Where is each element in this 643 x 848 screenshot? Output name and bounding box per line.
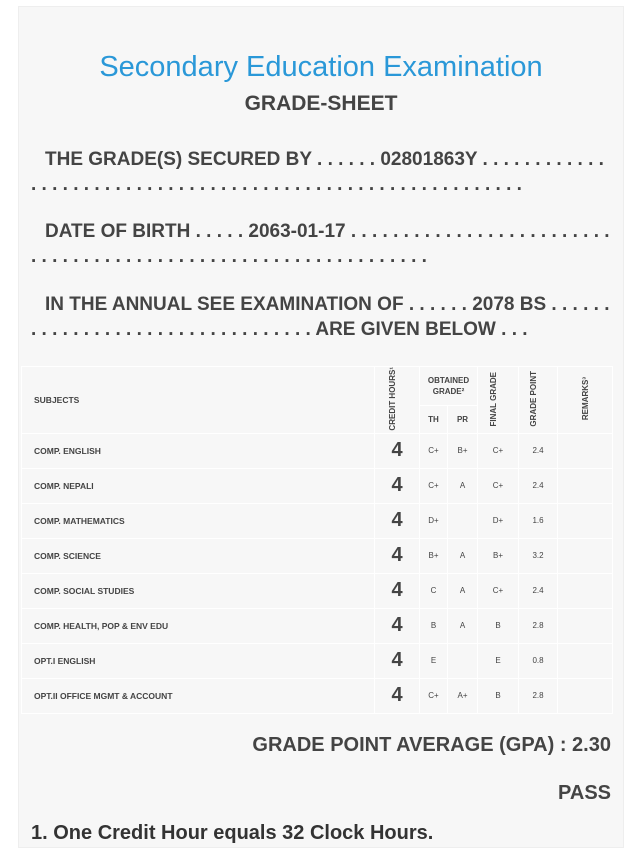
pr-grade-cell: [448, 503, 478, 538]
given-below: ARE GIVEN BELOW . . .: [315, 319, 528, 340]
subject-cell: COMP. NEPALI: [22, 468, 375, 503]
remarks-cell: [558, 538, 613, 573]
subject-cell: COMP. HEALTH, POP & ENV EDU: [22, 608, 375, 643]
subject-cell: COMP. SOCIAL STUDIES: [22, 573, 375, 608]
exam-label: IN THE ANNUAL SEE EXAMINATION OF: [45, 294, 404, 315]
symbol-number: 02801863Y: [380, 149, 478, 170]
page-subtitle: GRADE-SHEET: [244, 92, 398, 115]
subject-cell: OPT.II OFFICE MGMT & ACCOUNT: [22, 678, 375, 713]
header-pr: PR: [448, 406, 478, 434]
grade-point-cell: 2.8: [519, 678, 558, 713]
credit-cell: 4: [375, 573, 420, 608]
th-grade-cell: B+: [420, 538, 448, 573]
remarks-cell: [558, 433, 613, 468]
pr-grade-cell: A: [448, 538, 478, 573]
final-grade-cell: C+: [478, 433, 519, 468]
exam-line: IN THE ANNUAL SEE EXAMINATION OF . . . . . . 2078 BS . . . . . . . . . . . . . . . . . . . . . . . . . . . . . . . . . ARE GIVEN BELOW . . .: [31, 294, 610, 340]
th-grade-cell: C: [420, 573, 448, 608]
pr-grade-cell: [448, 643, 478, 678]
subject-cell: COMP. MATHEMATICS: [22, 503, 375, 538]
final-grade-cell: E: [478, 643, 519, 678]
final-grade-cell: B: [478, 678, 519, 713]
dob-value: 2063-01-17: [248, 221, 346, 242]
secured-by-line: THE GRADE(S) SECURED BY . . . . . . 02801863Y . . . . . . . . . . . . . . . . . . . . . . . . . . . . . . . . . . . . . . . . . . . . . . . . . . . . . . . . . . .: [31, 149, 604, 195]
header-grade-point: GRADE POINT: [529, 371, 538, 427]
gpa-text: GRADE POINT AVERAGE (GPA) : 2.30: [252, 734, 611, 756]
th-grade-cell: B: [420, 608, 448, 643]
header-subjects: SUBJECTS: [22, 367, 375, 434]
result-text: PASS: [558, 782, 611, 804]
final-grade-cell: D+: [478, 503, 519, 538]
th-grade-cell: C+: [420, 468, 448, 503]
grade-sheet-card: [18, 6, 624, 848]
pr-grade-cell: A+: [448, 678, 478, 713]
final-grade-cell: B: [478, 608, 519, 643]
grade-point-cell: 2.4: [519, 573, 558, 608]
credit-cell: 4: [375, 468, 420, 503]
credit-cell: 4: [375, 433, 420, 468]
subject-cell: COMP. SCIENCE: [22, 538, 375, 573]
grade-point-cell: 2.4: [519, 468, 558, 503]
th-grade-cell: C+: [420, 433, 448, 468]
table-row: [22, 538, 613, 573]
table-row: [22, 573, 613, 608]
header-credit: CREDIT HOURS¹: [388, 367, 397, 431]
table-row: [22, 503, 613, 538]
table-row: [22, 433, 613, 468]
remarks-cell: [558, 678, 613, 713]
table-row: [22, 678, 613, 713]
th-grade-cell: D+: [420, 503, 448, 538]
grade-point-cell: 1.6: [519, 503, 558, 538]
credit-cell: 4: [375, 503, 420, 538]
remarks-cell: [558, 468, 613, 503]
pr-grade-cell: A: [448, 573, 478, 608]
grades-table: [21, 366, 613, 714]
remarks-cell: [558, 608, 613, 643]
remarks-cell: [558, 573, 613, 608]
header-final: FINAL GRADE: [489, 371, 498, 427]
header-obtained: OBTAINED GRADE²: [420, 367, 478, 406]
header-th: TH: [420, 406, 448, 434]
grade-point-cell: 2.8: [519, 608, 558, 643]
table-row: [22, 643, 613, 678]
pr-grade-cell: A: [448, 468, 478, 503]
grade-point-cell: 3.2: [519, 538, 558, 573]
th-grade-cell: E: [420, 643, 448, 678]
remarks-cell: [558, 503, 613, 538]
dob-label: DATE OF BIRTH: [45, 221, 191, 242]
pr-grade-cell: A: [448, 608, 478, 643]
credit-cell: 4: [375, 678, 420, 713]
table-row: [22, 468, 613, 503]
subject-cell: OPT.I ENGLISH: [22, 643, 375, 678]
footnote: 1. One Credit Hour equals 32 Clock Hours.: [31, 822, 434, 844]
final-grade-cell: B+: [478, 538, 519, 573]
exam-year: 2078 BS: [472, 294, 547, 315]
header-remarks: REMARKS³: [580, 377, 590, 421]
pr-grade-cell: B+: [448, 433, 478, 468]
remarks-cell: [558, 643, 613, 678]
page-title: Secondary Education Examination: [99, 51, 543, 83]
grade-point-cell: 2.4: [519, 433, 558, 468]
credit-cell: 4: [375, 538, 420, 573]
grade-point-cell: 0.8: [519, 643, 558, 678]
table-row: [22, 608, 613, 643]
subject-cell: COMP. ENGLISH: [22, 433, 375, 468]
dob-line: DATE OF BIRTH . . . . . 2063-01-17 . . . . . . . . . . . . . . . . . . . . . . . . . . . . . . . . . . . . . . . . . . . . . . . . . . . . . . . . . . . . . . .: [31, 221, 610, 267]
final-grade-cell: C+: [478, 573, 519, 608]
th-grade-cell: C+: [420, 678, 448, 713]
credit-cell: 4: [375, 643, 420, 678]
credit-cell: 4: [375, 608, 420, 643]
secured-by-label: THE GRADE(S) SECURED BY: [45, 149, 312, 170]
final-grade-cell: C+: [478, 468, 519, 503]
